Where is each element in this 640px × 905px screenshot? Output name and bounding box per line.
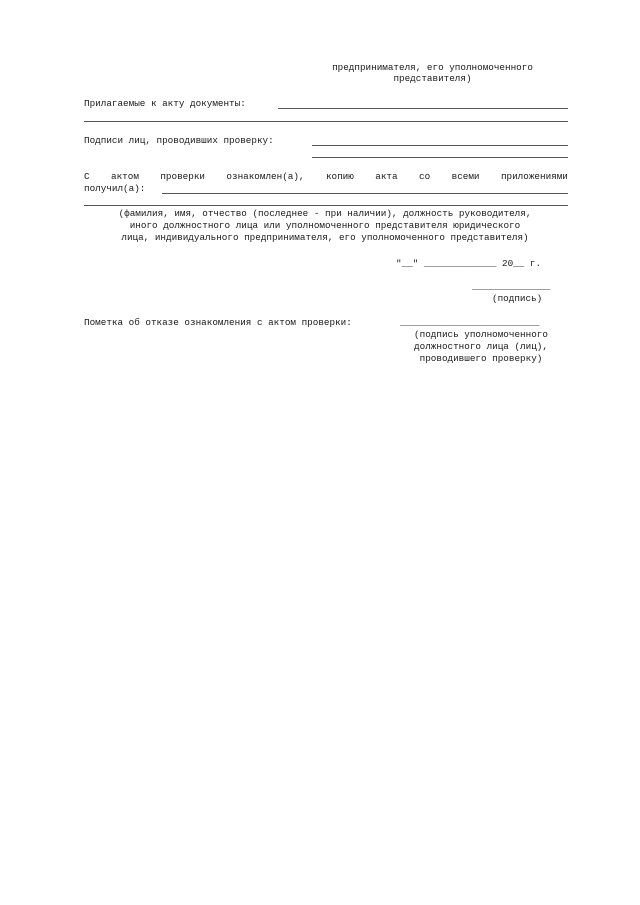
acq-word-8: приложениями	[500, 171, 568, 182]
refusal-caption-3: проводившего проверку)	[419, 353, 543, 364]
acq-word-3: ознакомлен(а),	[226, 171, 305, 182]
header-line-1: предпринимателя, его уполномоченного	[332, 62, 533, 73]
acq-word-2: проверки	[160, 171, 205, 182]
acq-word-4: копию	[325, 171, 354, 182]
acquaintance-line-1	[84, 171, 568, 182]
acquaintance-received-label: получил(а):	[84, 183, 146, 194]
attachments-blank-line-1	[278, 108, 568, 109]
attachments-label: Прилагаемые к акту документы:	[84, 98, 246, 109]
header-line-2: представителя)	[393, 73, 472, 84]
refusal-label: Пометка об отказе ознакомления с актом проверки:	[84, 317, 352, 328]
acquaintance-blank-line-1	[162, 193, 568, 194]
signatures-blank-line-2	[312, 157, 568, 158]
refusal-caption-1: (подпись уполномоченного	[414, 329, 548, 340]
attachments-blank-line-2	[84, 121, 568, 122]
signature-blank: ______________	[472, 281, 551, 292]
acq-word-6: со	[419, 171, 431, 182]
acquaintance-caption-2: иного должностного лица или уполномоченного представителя юридического	[129, 220, 521, 231]
acq-word-5: акта	[375, 171, 398, 182]
acq-word-1: актом	[111, 171, 139, 182]
acquaintance-blank-line-2	[84, 205, 568, 206]
signatures-label: Подписи лиц, проводивших проверку:	[84, 135, 274, 146]
signatures-blank-line-1	[312, 145, 568, 146]
signature-caption: (подпись)	[492, 293, 543, 304]
acquaintance-caption-3: лица, индивидуального предпринимателя, его уполномоченного представителя)	[121, 232, 529, 243]
date-line: "__" _____________ 20__ г.	[396, 258, 542, 269]
refusal-caption-2: должностного лица (лиц),	[414, 341, 548, 352]
acq-word-0: С	[84, 171, 90, 182]
refusal-blank: _________________________	[400, 317, 540, 328]
acq-word-7: всеми	[451, 171, 480, 182]
acquaintance-caption-1: (фамилия, имя, отчество (последнее - при наличии), должность руководителя,	[118, 208, 532, 219]
